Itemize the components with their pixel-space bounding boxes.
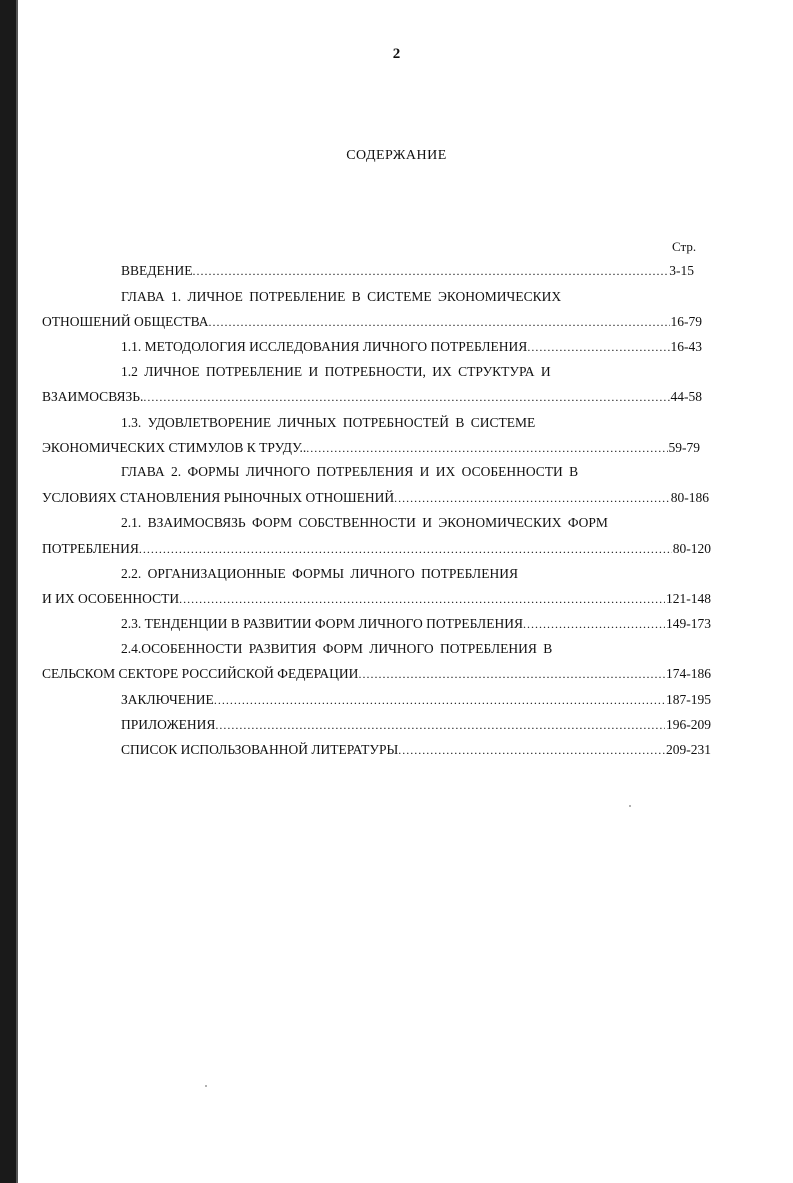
- toc-entry-text: СПИСОК ИСПОЛЬЗОВАННОЙ ЛИТЕРАТУРЫ: [121, 742, 399, 757]
- toc-section-1-3-line-1: 1.3. УДОВЛЕТВОРЕНИЕ ЛИЧНЫХ ПОТРЕБНОСТЕЙ В СИСТЕМЕ: [121, 415, 536, 430]
- toc-section-2-2-line-2: [42, 591, 711, 607]
- page-title: СОДЕРЖАНИЕ: [346, 148, 447, 163]
- toc-entry-pages: 44-58: [670, 389, 702, 404]
- toc-section-2-4-line-1: 2.4.ОСОБЕННОСТИ РАЗВИТИЯ ФОРМ ЛИЧНОГО ПОТРЕБЛЕНИЯ В: [121, 641, 553, 656]
- scan-speck: [629, 805, 631, 807]
- page-column-label: Стр.: [672, 239, 697, 254]
- toc-entry-pages: 80-186: [670, 490, 709, 505]
- toc-entry-conclusion: [121, 692, 711, 708]
- toc-entry-text: ВВЕДЕНИЕ: [121, 263, 193, 278]
- toc-chapter-2-line-2: [42, 490, 709, 506]
- dot-leader: [139, 541, 672, 557]
- toc-entry-text: 2.3. ТЕНДЕНЦИИ В РАЗВИТИИ ФОРМ ЛИЧНОГО ПОТРЕБЛЕНИЯ: [121, 616, 523, 631]
- toc-section-1-2-line-2: [42, 389, 702, 405]
- toc-entry-intro: [121, 263, 694, 279]
- toc-chapter-2-line-1: ГЛАВА 2. ФОРМЫ ЛИЧНОГО ПОТРЕБЛЕНИЯ И ИХ ОСОБЕННОСТИ В: [121, 464, 579, 479]
- dot-leader: [306, 440, 667, 456]
- toc-entry-text: СЕЛЬСКОМ СЕКТОРЕ РОССИЙСКОЙ ФЕДЕРАЦИИ: [42, 666, 359, 681]
- toc-entry-text: УСЛОВИЯХ СТАНОВЛЕНИЯ РЫНОЧНЫХ ОТНОШЕНИЙ: [42, 490, 395, 505]
- dot-leader: [398, 742, 665, 758]
- toc-entry-pages: 16-79: [670, 314, 702, 329]
- toc-entry-text: ЗАКЛЮЧЕНИЕ: [121, 692, 214, 707]
- toc-entry-pages: 174-186: [666, 666, 711, 681]
- toc-entry-pages: 187-195: [666, 692, 711, 707]
- toc-entry-pages: 16-43: [670, 339, 702, 354]
- toc-section-1-2-line-1: 1.2 ЛИЧНОЕ ПОТРЕБЛЕНИЕ И ПОТРЕБНОСТИ, ИХ СТРУКТУРА И: [121, 364, 551, 379]
- toc-entry-pages: 209-231: [666, 742, 711, 757]
- dot-leader: [527, 339, 669, 355]
- toc-entry-text: ОТНОШЕНИЙ ОБЩЕСТВА: [42, 314, 209, 329]
- dot-leader: [192, 263, 668, 279]
- toc-entry-text: ПОТРЕБЛЕНИЯ: [42, 541, 139, 556]
- scan-left-edge: [0, 0, 16, 1183]
- dot-leader: [523, 616, 665, 632]
- page-number: 2: [392, 46, 401, 62]
- toc-entry-references: [121, 742, 711, 758]
- dot-leader: [209, 314, 670, 330]
- toc-entry-text: ВЗАИМОСВЯЗЬ.: [42, 389, 144, 404]
- toc-entry-appendices: [121, 717, 711, 733]
- toc-entry-pages: 121-148: [666, 591, 711, 606]
- toc-entry-pages: 196-209: [666, 717, 711, 732]
- dot-leader: [214, 692, 665, 708]
- toc-entry-pages: 80-120: [672, 541, 711, 556]
- toc-entry-pages: 149-173: [666, 616, 711, 631]
- toc-section-1-1: [121, 339, 702, 355]
- toc-section-2-2-line-1: 2.2. ОРГАНИЗАЦИОННЫЕ ФОРМЫ ЛИЧНОГО ПОТРЕБЛЕНИЯ: [121, 566, 518, 581]
- toc-section-2-1-line-1: 2.1. ВЗАИМОСВЯЗЬ ФОРМ СОБСТВЕННОСТИ И ЭКОНОМИЧЕСКИХ ФОРМ: [121, 515, 608, 530]
- toc-entry-text: ПРИЛОЖЕНИЯ: [121, 717, 216, 732]
- toc-entry-text: ЭКОНОМИЧЕСКИХ СТИМУЛОВ К ТРУДУ..: [42, 440, 307, 455]
- dot-leader: [394, 490, 670, 506]
- toc-entry-pages: 3-15: [669, 263, 694, 278]
- toc-section-2-4-line-2: [42, 666, 711, 682]
- dot-leader: [143, 389, 669, 405]
- toc-chapter-1-line-2: [42, 314, 702, 330]
- toc-section-2-1-line-2: [42, 541, 711, 557]
- dot-leader: [215, 717, 665, 733]
- scan-left-edge-shadow: [16, 0, 18, 1183]
- dot-leader: [179, 591, 665, 607]
- scan-speck: [205, 1085, 207, 1087]
- toc-entry-pages: 59-79: [668, 440, 700, 455]
- toc-section-2-3: [121, 616, 711, 632]
- dot-leader: [358, 666, 665, 682]
- toc-section-1-3-line-2: [42, 440, 700, 456]
- toc-entry-text: 1.1. МЕТОДОЛОГИЯ ИССЛЕДОВАНИЯ ЛИЧНОГО ПОТРЕБЛЕНИЯ: [121, 339, 528, 354]
- toc-entry-text: И ИХ ОСОБЕННОСТИ: [42, 591, 180, 606]
- toc-chapter-1-line-1: ГЛАВА 1. ЛИЧНОЕ ПОТРЕБЛЕНИЕ В СИСТЕМЕ ЭКОНОМИЧЕСКИХ: [121, 289, 562, 304]
